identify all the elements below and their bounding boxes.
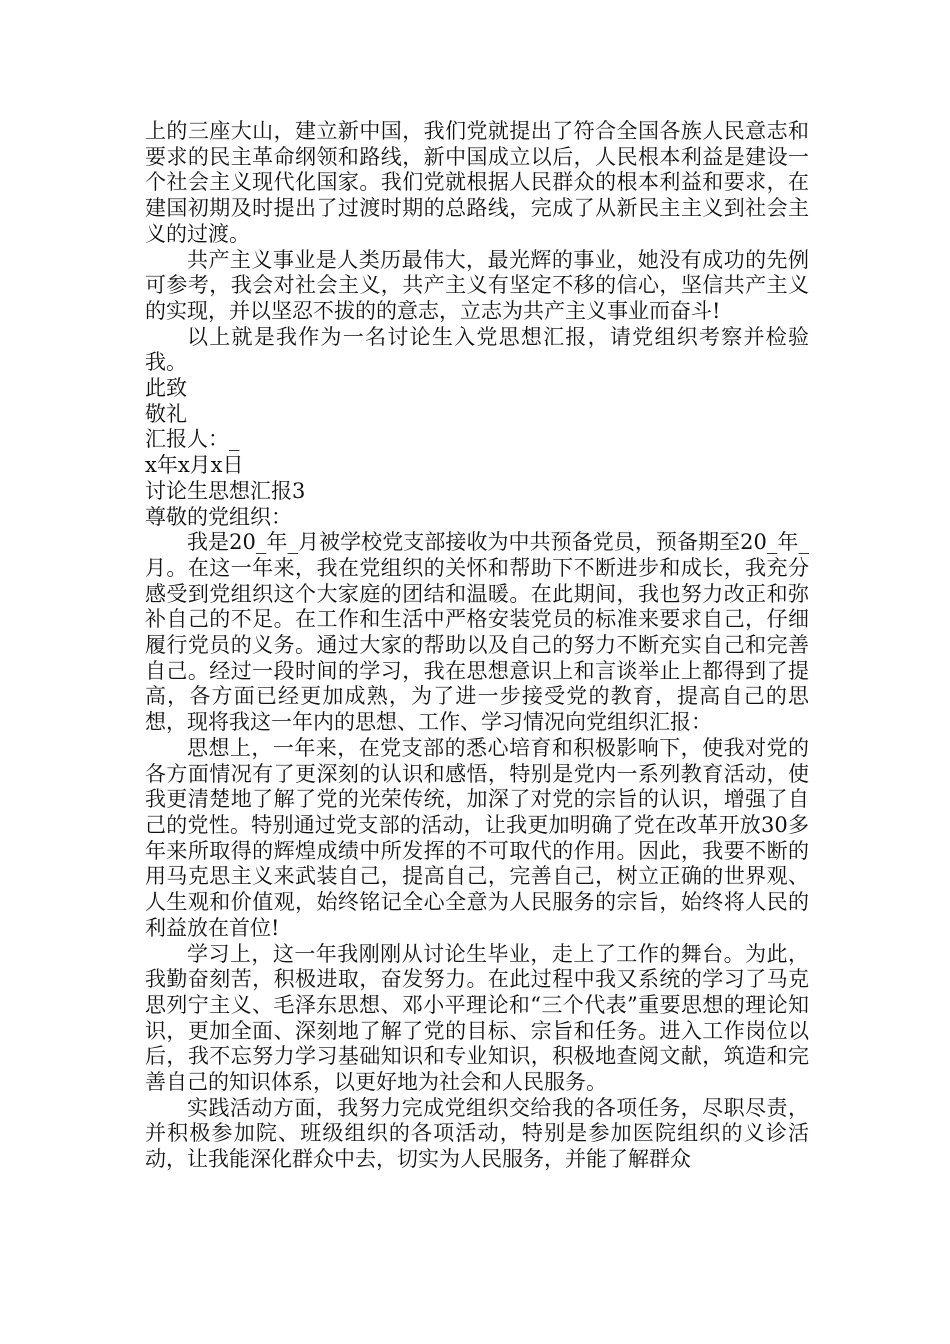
salutation-cizhi: 此致 (145, 376, 187, 401)
paragraph-study: 学习上，这一年我刚刚从讨论生毕业，走上了工作的舞台。为此，我勤奋刻苦，积极进取，奋发努力。在此过程中我又系统的学习了马克思列宁主义、毛泽东思想、邓小平理论和“三个代表”重要思想的理论知识，更加全面、深刻地了解了党的目标、宗旨和任务。进入工作岗位以后，我不忘努力学习基础知识和专业知识，积极地查阅文献，筑造和完善自己的知识体系，以更好地为社会和人民服务。 (145, 941, 809, 1095)
reporter-line: 汇报人：_ (145, 427, 240, 452)
paragraph-intro: 我是20_年_月被学校党支部接收为中共预备党员，预备期至20_年_月。在这一年来，我在党组织的关怀和帮助下不断进步和成长，我充分感受到党组织这个大家庭的团结和温暖。在此期间，我也努力改正和弥补自己的不足。在工作和生活中严格安装党员的标准来要求自己，仔细履行党员的义务。通过大家的帮助以及自己的努力不断充实自己和完善自己。经过一段时间的学习，我在思想意识上和言谈举止上都得到了提高，各方面已经更加成熟，为了进一步接受党的教育，提高自己的思想，现将我这一年内的思想、工作、学习情况向党组织汇报： (145, 530, 809, 735)
salutation-jingli: 敬礼 (145, 401, 187, 426)
document-body (145, 119, 809, 1173)
paragraph-report-closing: 以上就是我作为一名讨论生入党思想汇报，请党组织考察并检验我。 (145, 324, 809, 375)
paragraph-revolution-history: 上的三座大山，建立新中国，我们党就提出了符合全国各族人民意志和要求的民主革命纲领和路线，新中国成立以后，人民根本利益是建设一个社会主义现代化国家。我们党就根据人民群众的根本利益和要求，在建国初期及时提出了过渡时期的总路线，完成了从新民主主义到社会主义的过渡。 (145, 119, 809, 246)
paragraph-ideology: 思想上，一年来，在党支部的悉心培育和积极影响下，使我对党的各方面情况有了更深刻的认识和感悟，特别是党内一系列教育活动，使我更清楚地了解了党的光荣传统，加深了对党的宗旨的认识，增强了自己的党性。特别通过党支部的活动，让我更加明确了党在改革开放30多年来所取得的辉煌成绩中所发挥的不可取代的作用。因此，我要不断的用马克思主义来武装自己，提高自己，完善自己，树立正确的世界观、人生观和价值观，始终铭记全心全意为人民服务的宗旨，始终将人民的利益放在首位! (145, 735, 809, 940)
greeting-line: 尊敬的党组织： (145, 504, 292, 529)
paragraph-communist-cause: 共产主义事业是人类历最伟大，最光辉的事业，她没有成功的先例可参考，我会对社会主义，共产主义有坚定不移的信心，坚信共产主义的实现，并以坚忍不拔的的意志，立志为共产主义事业而奋斗! (145, 247, 809, 323)
section-title: 讨论生思想汇报3 (145, 478, 306, 503)
date-line: x年x月x日 (145, 453, 244, 478)
paragraph-practice: 实践活动方面，我努力完成党组织交给我的各项任务，尽职尽责，并积极参加院、班级组织的各项活动，特别是参加医院组织的义诊活动，让我能深化群众中去，切实为人民服务，并能了解群众 (145, 1095, 809, 1172)
